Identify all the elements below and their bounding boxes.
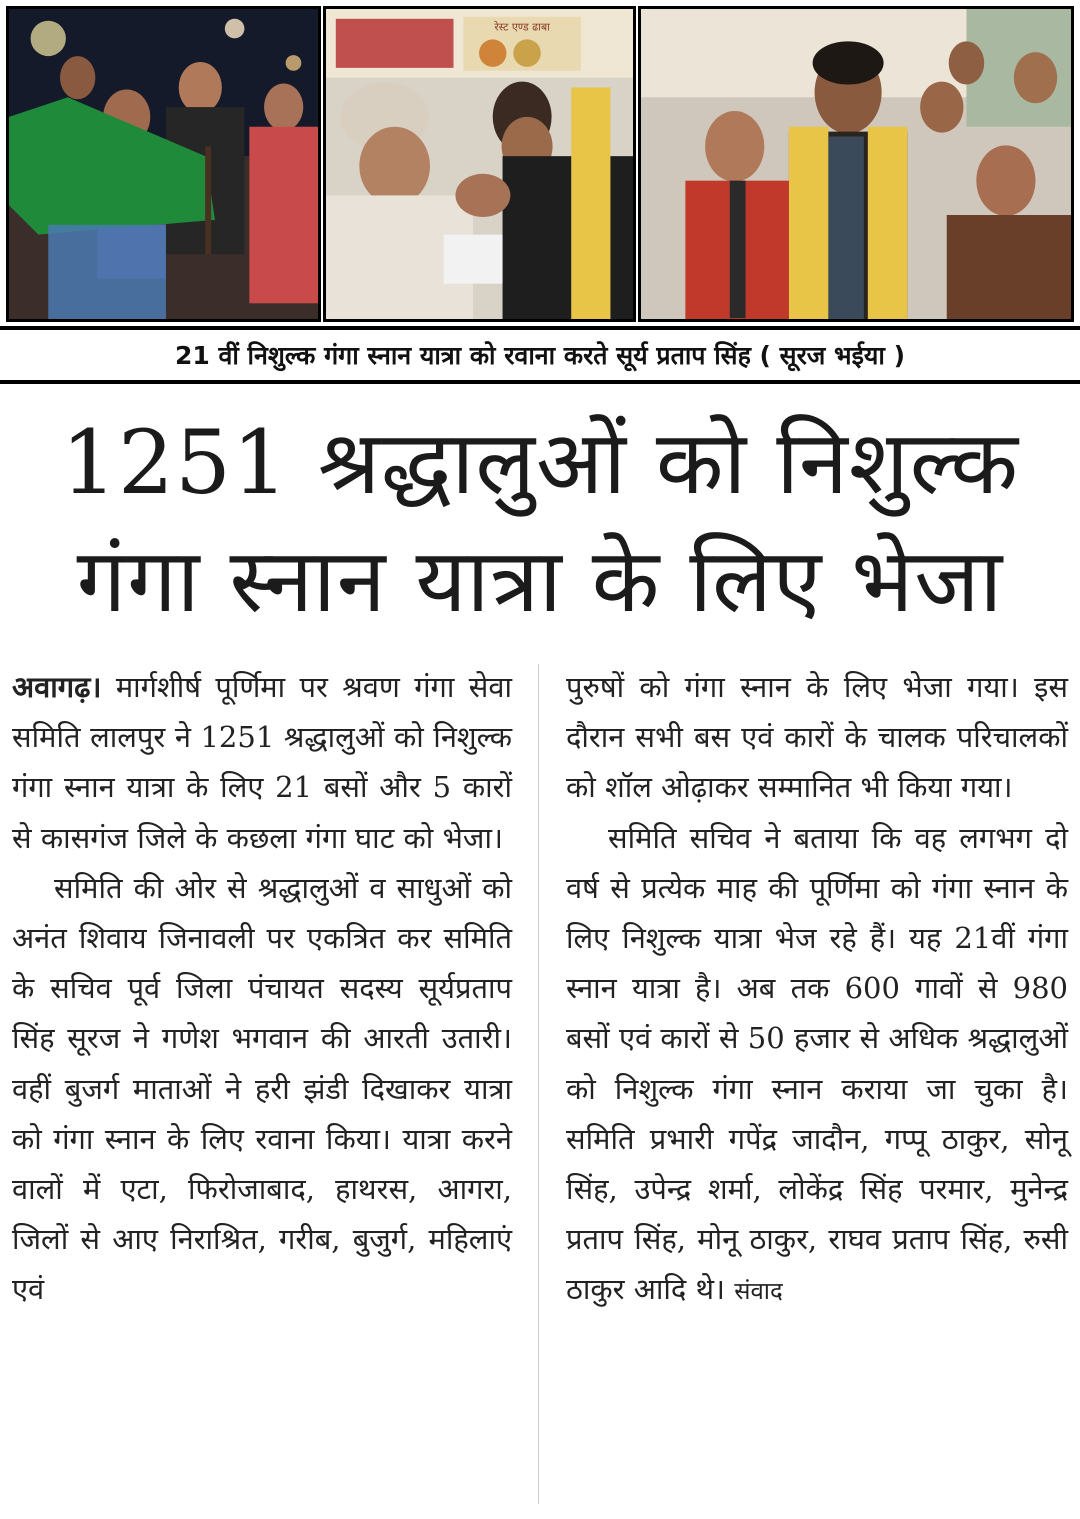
photo-sign-text: रेस्ट एण्ड ढाबा (494, 20, 550, 34)
photo-caption-bar (0, 326, 1080, 384)
photo-flag-off-image (9, 9, 318, 319)
photo-caption: 21 वीं निशुल्क गंगा स्नान यात्रा को रवाना करते सूर्य प्रताप सिंह ( सूरज भईया ) (174, 341, 906, 370)
column-divider (538, 664, 539, 1504)
article-paragraph-1 (12, 662, 512, 863)
article-column-right (566, 662, 1068, 1512)
photo-greeting-elder-image (326, 9, 633, 319)
photo-greeting-elder (323, 6, 636, 322)
photo-group-volunteers-image (641, 9, 1071, 319)
headline-line-2: गंगा स्नान यात्रा के लिए भेजा (76, 529, 1004, 632)
article-paragraph-4 (566, 813, 1068, 1317)
article-paragraph-1-text: मार्गशीर्ष पूर्णिमा पर श्रवण गंगा सेवा समिति लालपुर ने 1251 श्रद्धालुओं को निशुल्क गंगा स्नान यात्रा के लिए 21 बसों और 5 कारों से कासगंज जिले के कछला गंगा घाट को भेजा। (12, 670, 512, 855)
headline (0, 392, 1080, 648)
headline-line-1: 1251 श्रद्धालुओं को निशुल्क (61, 411, 1019, 514)
article-paragraph-2: समिति की ओर से श्रद्धालुओं व साधुओं को अनंत शिवाय जिनावली पर एकत्रित कर समिति के सचिव पूर्व जिला पंचायत सदस्य सूर्यप्रताप सिंह सूरज ने गणेश भगवान की आरती उतारी। वहीं बुजर्ग माताओं ने हरी झंडी दिखाकर यात्रा को गंगा स्नान के लिए रवाना किया। यात्रा करने वालों में एटा, फिरोजाबाद, हाथरस, आगरा, जिलों से आए निराश्रित, गरीब, बुजुर्ग, महिलाएं एवं (12, 870, 512, 1307)
article-paragraph-3: पुरुषों को गंगा स्नान के लिए भेजा गया। इस दौरान सभी बस एवं कारों के चालक परिचालकों को शॉल ओढ़ाकर सम्मानित भी किया गया। (566, 670, 1068, 805)
photo-flag-off (6, 6, 321, 322)
article-signoff: संवाद (734, 1277, 783, 1306)
article-paragraph-4-text: समिति सचिव ने बताया कि वह लगभग दो वर्ष से प्रत्येक माह की पूर्णिमा को गंगा स्नान के लिए निशुल्क यात्रा भेज रहे हैं। यह 21वीं गंगा स्नान यात्रा है। अब तक 600 गावों से 980 बसों एवं कारों से 50 हजार से अधिक श्रद्धालुओं को निशुल्क गंगा स्नान कराया जा चुका है। समिति प्रभारी गपेंद्र जादौन, गप्पू ठाकुर, सोनू सिंह, उपेन्द्र शर्मा, लोकेंद्र सिंह परमार, मुनेन्द्र प्रताप सिंह, मोनू ठाकुर, राघव प्रताप सिंह, रुसी ठाकुर आदि थे। (566, 820, 1068, 1307)
photo-strip (0, 0, 1080, 326)
article-column-left (12, 662, 512, 1512)
photo-group-volunteers (638, 6, 1074, 322)
dateline: अवागढ़। (12, 670, 102, 704)
